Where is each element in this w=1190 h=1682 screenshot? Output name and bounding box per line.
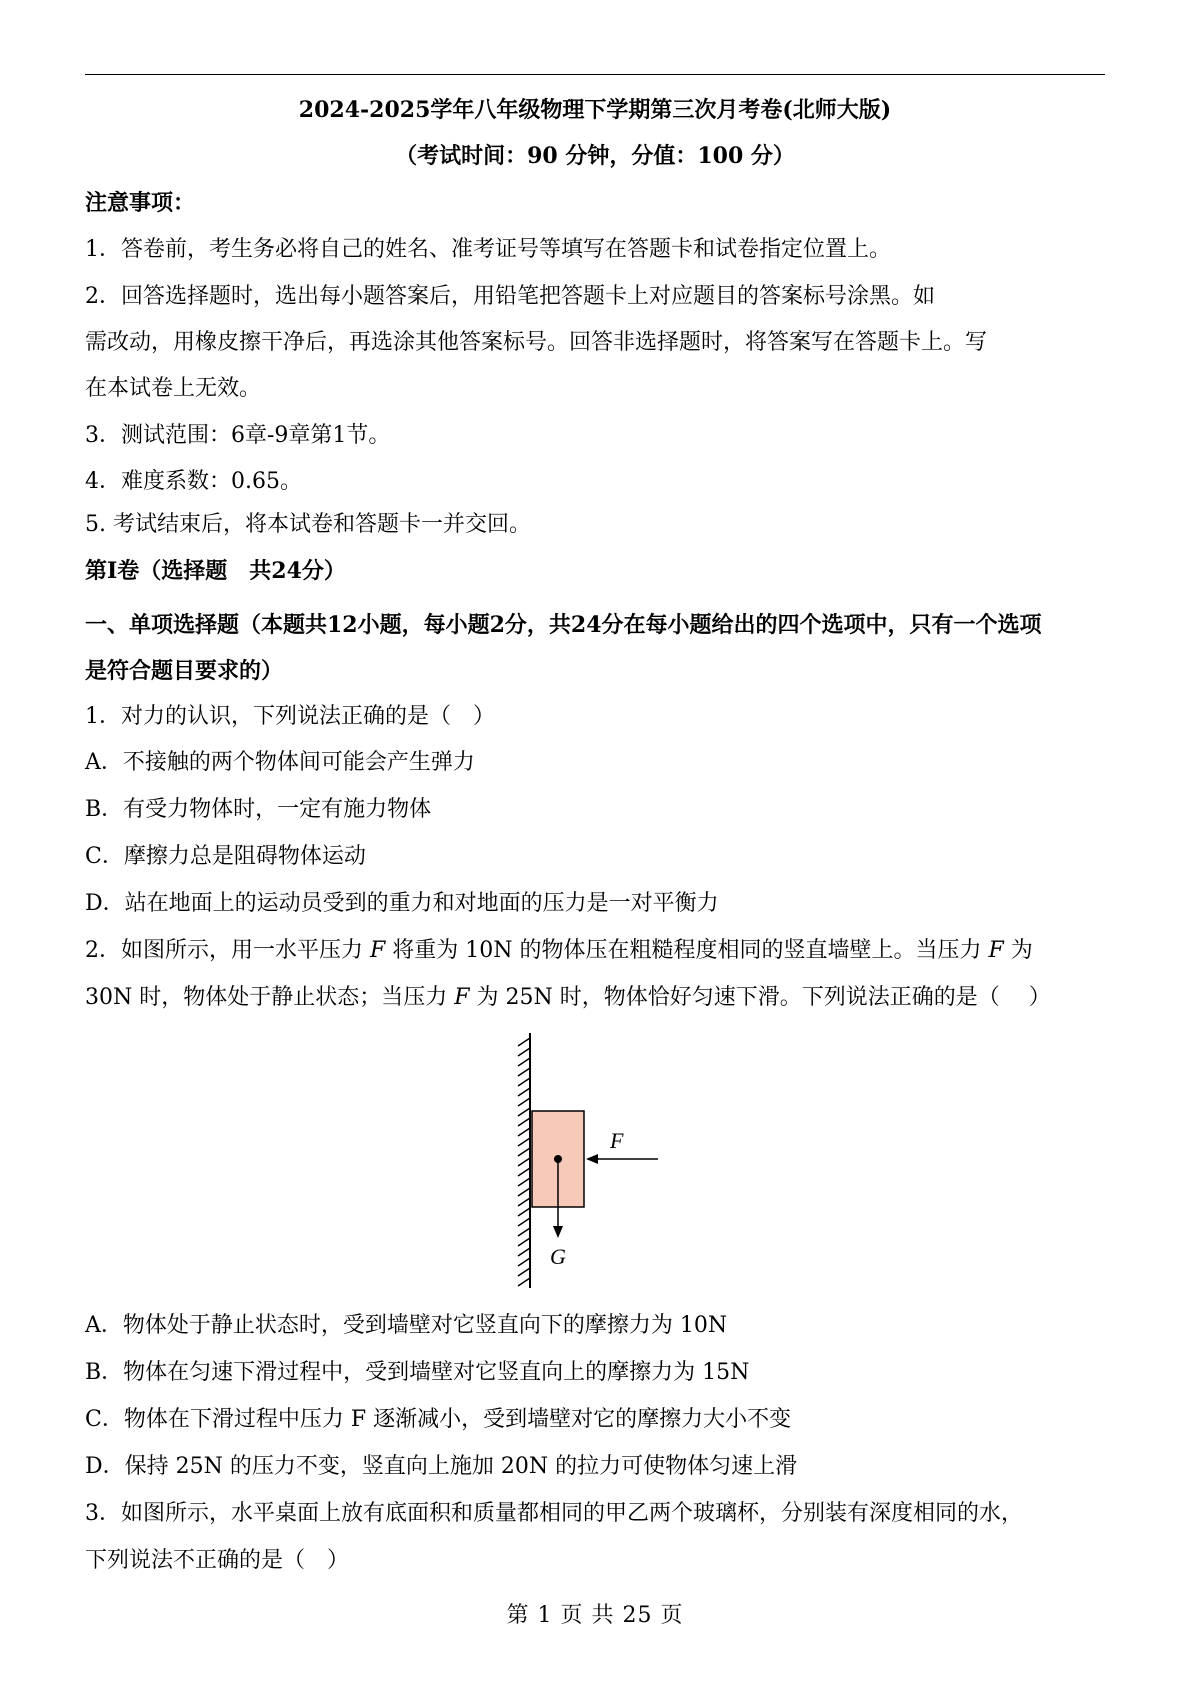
q1-option-d: D．站在地面上的运动员受到的重力和对地面的压力是一对平衡力 (85, 891, 719, 916)
hatch-line (518, 1038, 530, 1046)
wall-block-force-figure (510, 1028, 690, 1293)
notes-heading: 注意事项： (85, 190, 196, 216)
hatch-line (518, 1278, 530, 1286)
page-footer: 第 1 页 共 25 页 (506, 1603, 684, 1628)
hatch-line (518, 1268, 530, 1276)
hatch-line (518, 1208, 530, 1216)
exam-title: 2024-2025学年八年级物理下学期第三次月考卷(北师大版) (298, 97, 892, 123)
hatch-line (518, 1098, 530, 1106)
wall-hatching (518, 1038, 530, 1286)
q2-option-c: C．物体在下滑过程中压力 F 逐渐减小，受到墙壁对它的摩擦力大小不变 (85, 1407, 792, 1432)
q1-option-b: B．有受力物体时，一定有施力物体 (85, 797, 432, 822)
var-f: F (454, 985, 470, 1010)
hatch-line (518, 1158, 530, 1166)
hatch-line (518, 1068, 530, 1076)
note-item: 2．回答选择题时，选出每小题答案后，用铅笔把答题卡上对应题目的答案标号涂黑。如 (85, 284, 935, 309)
hatch-line (518, 1128, 530, 1136)
note-item: 1．答卷前，考生务必将自己的姓名、准考证号等填写在答题卡和试卷指定位置上。 (85, 237, 891, 262)
hatch-line (518, 1048, 530, 1056)
q2-option-d: D．保持 25N 的压力不变，竖直向上施加 20N 的拉力可使物体匀速上滑 (85, 1454, 798, 1479)
hatch-line (518, 1088, 530, 1096)
q2-stem-line1: 2．如图所示，用一水平压力 F 将重为 10N 的物体压在粗糙程度相同的竖直墙壁上。当压力 F 为 (85, 938, 1033, 963)
hatch-line (518, 1218, 530, 1226)
note-item: 3．测试范围：6章-9章第1节。 (85, 423, 391, 448)
q3-stem-line1: 3．如图所示，水平桌面上放有底面积和质量都相同的甲乙两个玻璃杯，分别装有深度相同的水， (85, 1501, 1024, 1526)
hatch-line (518, 1258, 530, 1266)
q1-option-c: C．摩擦力总是阻碍物体运动 (85, 844, 366, 869)
hatch-line (518, 1138, 530, 1146)
force-f-arrowhead (586, 1154, 598, 1164)
hatch-line (518, 1188, 530, 1196)
hatch-line (518, 1238, 530, 1246)
q2-stem-line2: 30N 时，物体处于静止状态；当压力 F 为 25N 时，物体恰好匀速下滑。下列说法正确的是（ ） (85, 985, 1051, 1010)
hatch-line (518, 1118, 530, 1126)
note-item: 5. 考试结束后，将本试卷和答题卡一并交回。 (85, 512, 531, 537)
hatch-line (518, 1248, 530, 1256)
hatch-line (518, 1078, 530, 1086)
hatch-line (518, 1228, 530, 1236)
q3-stem-line2: 下列说法不正确的是（ ） (85, 1548, 350, 1573)
hatch-line (518, 1178, 530, 1186)
q2-option-b: B．物体在匀速下滑过程中，受到墙壁对它竖直向上的摩擦力为 15N (85, 1360, 750, 1385)
note-item: 在本试卷上无效。 (85, 376, 262, 401)
var-f: F (370, 938, 386, 963)
hatch-line (518, 1168, 530, 1176)
section-heading-line2: 是符合题目要求的） (85, 658, 284, 684)
q2-option-a: A．物体处于静止状态时，受到墙壁对它竖直向下的摩擦力为 10N (85, 1313, 728, 1338)
hatch-line (518, 1058, 530, 1066)
label-f: F (610, 1128, 624, 1153)
note-item: 4．难度系数：0.65。 (85, 469, 302, 494)
section-heading-line1: 一、单项选择题（本题共12小题，每小题2分，共24分在每小题给出的四个选项中，只有一个选项 (85, 612, 1042, 638)
note-item: 需改动，用橡皮擦干净后，再选涂其他答案标号。回答非选择题时，将答案写在答题卡上。写 (85, 330, 988, 355)
top-rule (85, 74, 1105, 75)
force-g-arrowhead (553, 1226, 563, 1238)
exam-subtitle: （考试时间：90 分钟，分值：100 分） (395, 143, 795, 169)
hatch-line (518, 1198, 530, 1206)
part1-heading: 第Ⅰ卷（选择题 共24分） (85, 558, 346, 584)
hatch-line (518, 1108, 530, 1116)
q1-stem: 1．对力的认识，下列说法正确的是（ ） (85, 704, 495, 729)
var-f: F (988, 938, 1004, 963)
q1-option-a: A．不接触的两个物体间可能会产生弹力 (85, 750, 475, 775)
hatch-line (518, 1148, 530, 1156)
label-g: G (550, 1244, 566, 1269)
